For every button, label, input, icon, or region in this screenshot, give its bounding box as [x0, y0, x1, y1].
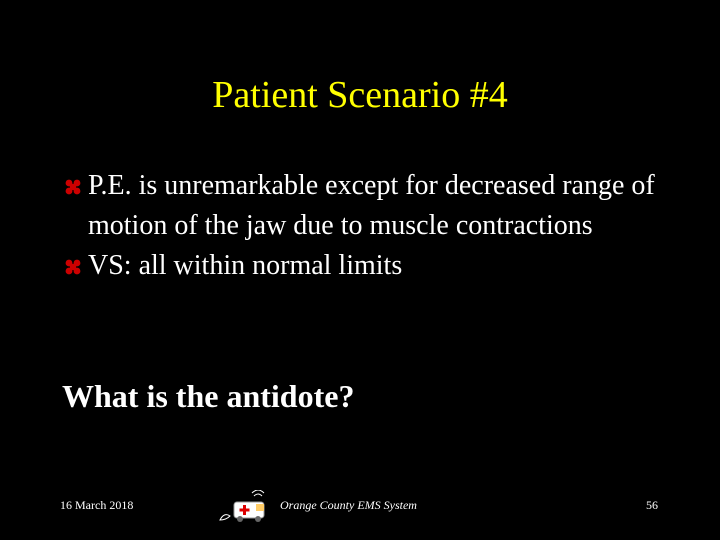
footer-organization: Orange County EMS System: [280, 498, 417, 512]
bullet-item: [62, 246, 682, 286]
question-text: What is the antidote?: [62, 378, 355, 414]
ambulance-logo-icon: [218, 490, 276, 526]
footer-date: 16 March 2018: [60, 498, 134, 512]
slide-title: Patient Scenario #4: [212, 74, 508, 116]
slide-footer: [0, 490, 720, 530]
bullet-list: [62, 166, 682, 286]
bullet-text: P.E. is unremarkable except for decreased range of motion of the jaw due to muscle contractions: [88, 170, 655, 241]
page-number: 56: [646, 498, 658, 512]
diamond-bullet-icon: [62, 258, 84, 276]
diamond-bullet-icon: [62, 178, 84, 196]
bullet-text: VS: all within normal limits: [88, 250, 403, 281]
bullet-item: [62, 166, 682, 246]
